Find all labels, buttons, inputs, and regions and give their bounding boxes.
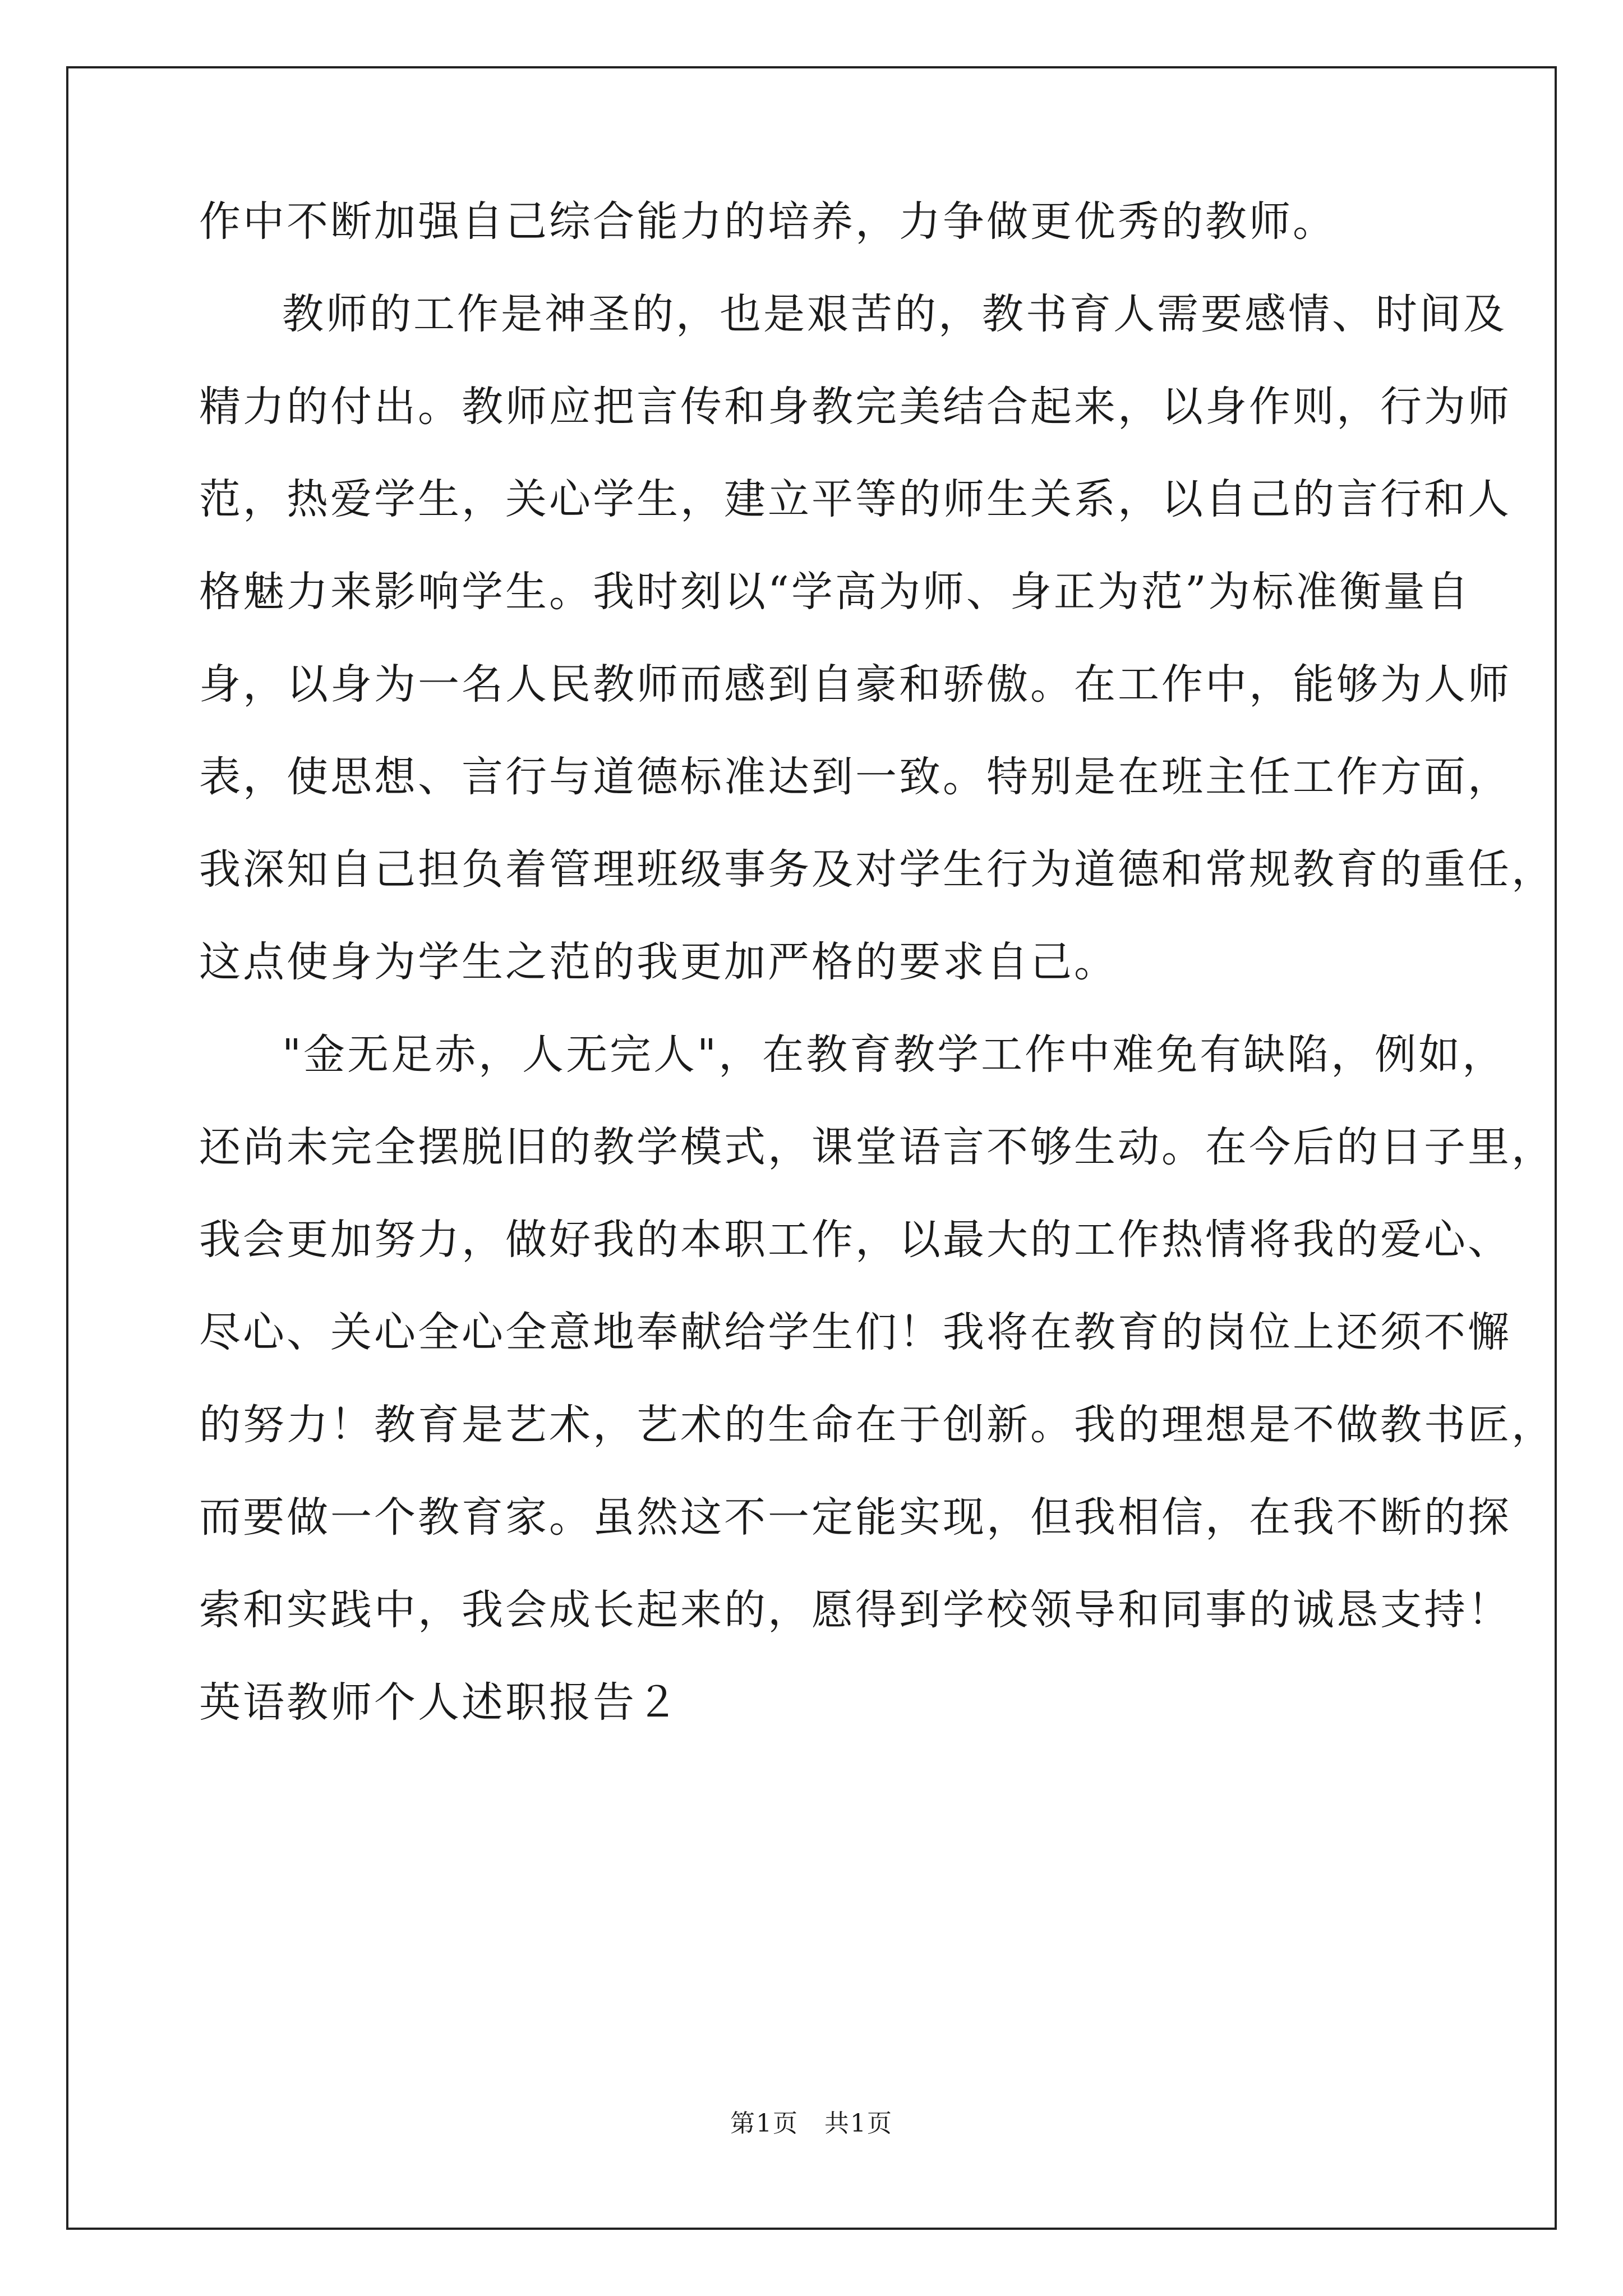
text-line: 这点使身为学生之范的我更加严格的要求自己。	[199, 938, 1118, 986]
document-body	[199, 197, 1555, 1773]
text-line: 还尚未完全摆脱旧的教学模式，课堂语言不够生动。在今后的日子里，	[199, 1123, 1555, 1171]
page-number: 第1页 共1页	[730, 2109, 893, 2138]
text-line: 范，热爱学生，关心学生，建立平等的师生关系，以自己的言行和人	[199, 475, 1511, 523]
text-line: 精力的付出。教师应把言传和身教完美结合起来，以身作则，行为师	[199, 383, 1511, 431]
text-line: 表，使思想、言行与道德标准达到一致。特别是在班主任工作方面，	[199, 753, 1511, 801]
text-line: 身，以身为一名人民教师而感到自豪和骄傲。在工作中，能够为人师	[199, 660, 1511, 708]
text-line: 教师的工作是神圣的，也是艰苦的，教书育人需要感情、时间及	[282, 290, 1507, 338]
page-footer	[0, 2109, 1623, 2138]
text-line: 而要做一个教育家。虽然这不一定能实现，但我相信，在我不断的探	[199, 1493, 1511, 1542]
text-line: 索和实践中，我会成长起来的，愿得到学校领导和同事的诚恳支持！	[199, 1586, 1511, 1634]
text-line: "金无足赤，人无完人"，在教育教学工作中难免有缺陷，例如，	[282, 1030, 1506, 1079]
text-line: 的努力！教育是艺术，艺术的生命在于创新。我的理想是不做教书匠，	[199, 1401, 1555, 1449]
text-line: 我会更加努力，做好我的本职工作，以最大的工作热情将我的爱心、	[199, 1216, 1511, 1264]
section-heading: 英语教师个人述职报告２	[199, 1678, 680, 1727]
text-line: 作中不断加强自己综合能力的培养，力争做更优秀的教师。	[199, 197, 1336, 246]
text-line: 格魅力来影响学生。我时刻以“学高为师、身正为范”为标准衡量自	[199, 568, 1471, 616]
text-line: 我深知自己担负着管理班级事务及对学生行为道德和常规教育的重任，	[199, 845, 1555, 894]
text-line: 尽心、关心全心全意地奉献给学生们！我将在教育的岗位上还须不懈	[199, 1308, 1511, 1356]
